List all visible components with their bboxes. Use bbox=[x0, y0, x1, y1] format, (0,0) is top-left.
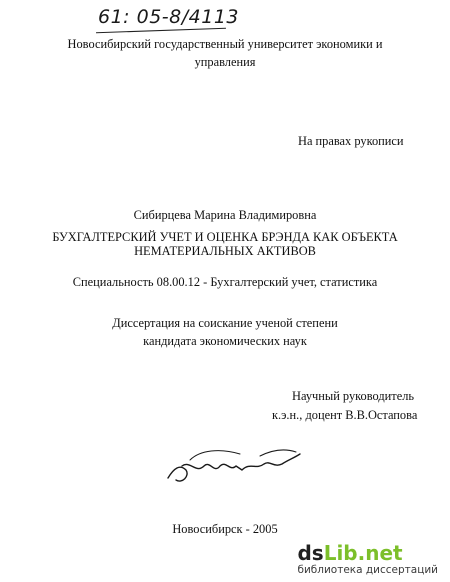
watermark-brand-part2: Lib.net bbox=[323, 541, 403, 565]
specialty-line: Специальность 08.00.12 - Бухгалтерский учет, статистика bbox=[72, 275, 378, 289]
watermark-subtitle: библиотека диссертаций bbox=[297, 564, 438, 576]
author-name: Сибирцева Марина Владимировна bbox=[133, 208, 317, 222]
handwritten-underline bbox=[96, 28, 226, 34]
advisor-label: Научный руководитель bbox=[292, 389, 415, 403]
dissertation-degree-line2: кандидата экономических наук bbox=[143, 334, 307, 348]
rights-note: На правах рукописи bbox=[298, 134, 404, 148]
university-name-line2: управления bbox=[194, 55, 256, 69]
thesis-title-line1: БУХГАЛТЕРСКИЙ УЧЕТ И ОЦЕНКА БРЭНДА КАК ОБЪЕКТА bbox=[52, 230, 398, 244]
handwritten-catalog-number: 61: 05-8/4113 bbox=[98, 6, 239, 28]
watermark-brand bbox=[297, 542, 438, 564]
city-and-year: Новосибирск - 2005 bbox=[172, 522, 278, 536]
university-name-line1: Новосибирский государственный университет экономики и bbox=[67, 37, 383, 51]
thesis-title-line2: НЕМАТЕРИАЛЬНЫХ АКТИВОВ bbox=[134, 244, 316, 258]
dslib-watermark bbox=[297, 542, 438, 576]
handwritten-signature bbox=[160, 440, 310, 490]
advisor-name: к.э.н., доцент В.В.Остапова bbox=[272, 408, 418, 422]
watermark-brand-part1: ds bbox=[297, 541, 324, 565]
dissertation-degree-line1: Диссертация на соискание ученой степени bbox=[112, 316, 338, 330]
